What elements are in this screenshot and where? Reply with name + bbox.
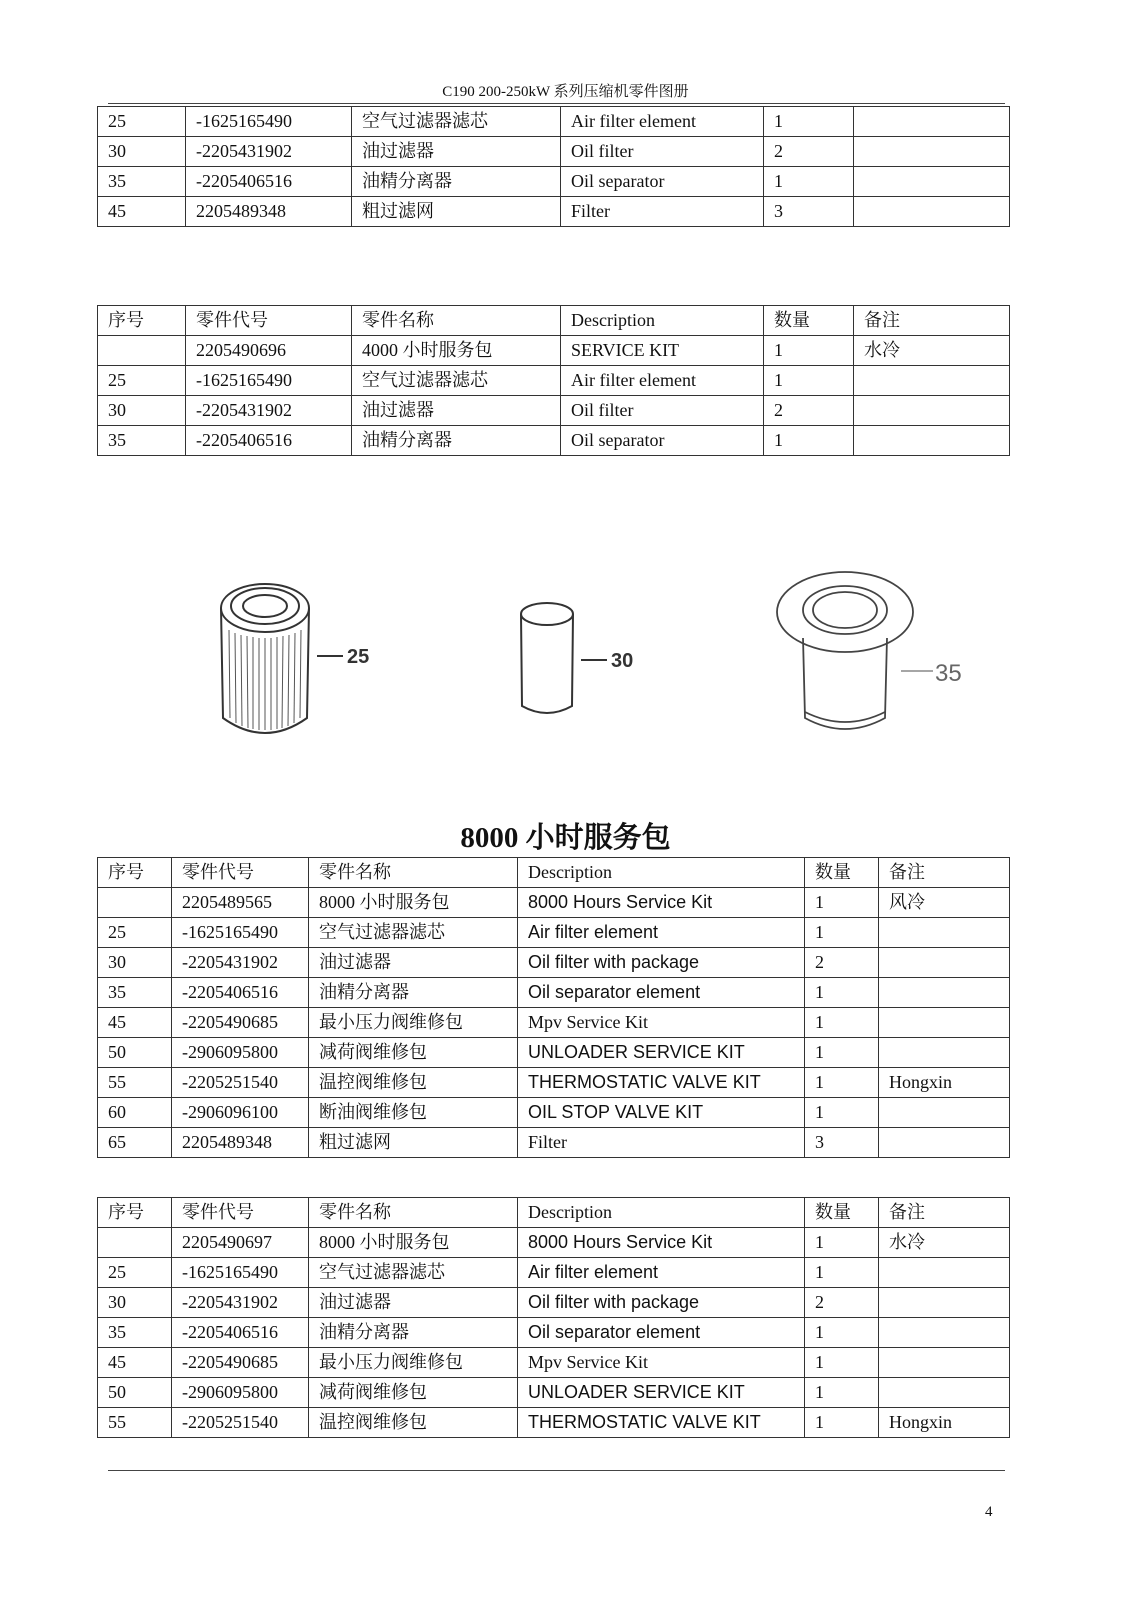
- column-header: 序号: [98, 1198, 172, 1228]
- table-cell: Air filter element: [561, 366, 764, 396]
- table-cell: [854, 396, 1010, 426]
- table-header-row: [98, 858, 1010, 888]
- table-cell: [879, 1128, 1010, 1158]
- table-cell: 45: [98, 1008, 172, 1038]
- table-cell: 1: [805, 1068, 879, 1098]
- table-header-row: [98, 306, 1010, 336]
- column-header: 备注: [879, 858, 1010, 888]
- table-cell: Oil separator: [561, 167, 764, 197]
- table-cell: -1625165490: [186, 366, 352, 396]
- table-header-row: [98, 1198, 1010, 1228]
- table-cell: Air filter element: [518, 918, 805, 948]
- table-cell: 空气过滤器滤芯: [309, 918, 518, 948]
- table-row: [98, 1038, 1010, 1068]
- air-filter-element-figure: [215, 578, 385, 738]
- table-cell: [854, 167, 1010, 197]
- table-cell: 减荷阀维修包: [309, 1378, 518, 1408]
- table-cell: THERMOSTATIC VALVE KIT: [518, 1408, 805, 1438]
- table-cell: 25: [98, 107, 186, 137]
- table-cell: 断油阀维修包: [309, 1098, 518, 1128]
- section-title-8000: 8000 小时服务包: [460, 822, 671, 854]
- table-cell: [879, 1098, 1010, 1128]
- table-cell: 30: [98, 137, 186, 167]
- parts-table-top: [97, 106, 1010, 227]
- table-cell: 2205489348: [186, 197, 352, 227]
- table-cell: 8000 Hours Service Kit: [518, 1228, 805, 1258]
- table-cell: -2205490685: [172, 1008, 309, 1038]
- table-cell: [98, 1228, 172, 1258]
- table-cell: 油过滤器: [352, 137, 561, 167]
- table-cell: 空气过滤器滤芯: [352, 366, 561, 396]
- table-cell: 油过滤器: [309, 948, 518, 978]
- table-cell: 1: [764, 167, 854, 197]
- column-header: 数量: [805, 1198, 879, 1228]
- column-header: 零件名称: [352, 306, 561, 336]
- table-cell: 1: [805, 1258, 879, 1288]
- table-cell: 1: [805, 1038, 879, 1068]
- table-cell: 1: [805, 1348, 879, 1378]
- table-cell: [879, 1288, 1010, 1318]
- table-row: [98, 888, 1010, 918]
- table-cell: 最小压力阀维修包: [309, 1348, 518, 1378]
- table-cell: 风冷: [879, 888, 1010, 918]
- table-cell: [879, 978, 1010, 1008]
- table-cell: 35: [98, 426, 186, 456]
- column-header: 零件名称: [309, 1198, 518, 1228]
- parts-table-4000-water: [97, 305, 1010, 456]
- table-cell: -2205406516: [172, 978, 309, 1008]
- table-cell: -2205431902: [186, 137, 352, 167]
- table-row: [98, 1408, 1010, 1438]
- table-cell: [879, 1038, 1010, 1068]
- table-cell: [854, 137, 1010, 167]
- table-cell: 45: [98, 197, 186, 227]
- table-cell: 25: [98, 1258, 172, 1288]
- table-cell: -1625165490: [186, 107, 352, 137]
- table-cell: -1625165490: [172, 1258, 309, 1288]
- column-header: Description: [561, 306, 764, 336]
- page-number: 4: [985, 1504, 993, 1520]
- callout-25: 25: [347, 646, 370, 668]
- table-cell: 1: [805, 1318, 879, 1348]
- table-cell: Filter: [561, 197, 764, 227]
- table-cell: [98, 888, 172, 918]
- table-cell: 35: [98, 167, 186, 197]
- table-cell: 35: [98, 1318, 172, 1348]
- table-cell: 温控阀维修包: [309, 1068, 518, 1098]
- table-cell: 1: [805, 1378, 879, 1408]
- table-cell: [879, 948, 1010, 978]
- column-header: 序号: [98, 858, 172, 888]
- table-cell: -2205406516: [172, 1318, 309, 1348]
- table-cell: 1: [764, 366, 854, 396]
- table-cell: Oil filter: [561, 396, 764, 426]
- column-header: 数量: [764, 306, 854, 336]
- parts-table-8000-air: [97, 857, 1010, 1158]
- table-cell: -2205431902: [186, 396, 352, 426]
- table-cell: 1: [764, 107, 854, 137]
- table-cell: 油精分离器: [352, 167, 561, 197]
- table-row: [98, 948, 1010, 978]
- column-header: 零件代号: [172, 1198, 309, 1228]
- table-cell: -2906095800: [172, 1038, 309, 1068]
- table-cell: 2: [764, 396, 854, 426]
- table-cell: Hongxin: [879, 1068, 1010, 1098]
- table-cell: 2205489565: [172, 888, 309, 918]
- table-cell: 35: [98, 978, 172, 1008]
- table-cell: Air filter element: [561, 107, 764, 137]
- table-cell: 25: [98, 918, 172, 948]
- table-cell: Mpv Service Kit: [518, 1348, 805, 1378]
- column-header: 备注: [854, 306, 1010, 336]
- oil-separator-figure: [775, 568, 975, 743]
- table-row: [98, 1348, 1010, 1378]
- table-cell: [879, 1318, 1010, 1348]
- table-cell: -2205251540: [172, 1068, 309, 1098]
- table-cell: UNLOADER SERVICE KIT: [518, 1038, 805, 1068]
- table-cell: Oil separator element: [518, 978, 805, 1008]
- table-cell: 3: [805, 1128, 879, 1158]
- table-cell: 3: [764, 197, 854, 227]
- table-cell: [879, 1378, 1010, 1408]
- table-row: [98, 167, 1010, 197]
- table-cell: [854, 426, 1010, 456]
- column-header: 零件代号: [172, 858, 309, 888]
- table-row: [98, 197, 1010, 227]
- table-cell: [879, 1348, 1010, 1378]
- table-cell: 1: [805, 1228, 879, 1258]
- table-row: [98, 1008, 1010, 1038]
- table-cell: -2205406516: [186, 426, 352, 456]
- table-cell: 减荷阀维修包: [309, 1038, 518, 1068]
- table-cell: 1: [805, 1008, 879, 1038]
- table-cell: -2205251540: [172, 1408, 309, 1438]
- table-cell: 1: [805, 888, 879, 918]
- table-cell: Mpv Service Kit: [518, 1008, 805, 1038]
- footer-rule: [108, 1470, 1005, 1471]
- table-cell: -2205431902: [172, 948, 309, 978]
- table-cell: Oil separator: [561, 426, 764, 456]
- table-cell: 2: [764, 137, 854, 167]
- header-rule: [108, 103, 1005, 104]
- table-cell: UNLOADER SERVICE KIT: [518, 1378, 805, 1408]
- column-header: 零件名称: [309, 858, 518, 888]
- table-cell: 水冷: [854, 336, 1010, 366]
- table-cell: Oil filter with package: [518, 1288, 805, 1318]
- table-cell: [879, 1008, 1010, 1038]
- table-cell: Air filter element: [518, 1258, 805, 1288]
- table-row: [98, 336, 1010, 366]
- table-row: [98, 426, 1010, 456]
- table-cell: Oil separator element: [518, 1318, 805, 1348]
- table-row: [98, 1258, 1010, 1288]
- column-header: 序号: [98, 306, 186, 336]
- table-cell: -2205406516: [186, 167, 352, 197]
- table-cell: THERMOSTATIC VALVE KIT: [518, 1068, 805, 1098]
- oil-filter-figure: [515, 598, 655, 728]
- table-cell: 2205490697: [172, 1228, 309, 1258]
- table-row: [98, 1228, 1010, 1258]
- table-cell: Oil filter with package: [518, 948, 805, 978]
- table-cell: -1625165490: [172, 918, 309, 948]
- table-cell: 1: [805, 1098, 879, 1128]
- table-cell: 60: [98, 1098, 172, 1128]
- table-cell: 油过滤器: [352, 396, 561, 426]
- table-cell: 55: [98, 1408, 172, 1438]
- table-row: [98, 1288, 1010, 1318]
- table-cell: 2205490696: [186, 336, 352, 366]
- column-header: 零件代号: [186, 306, 352, 336]
- table-cell: Hongxin: [879, 1408, 1010, 1438]
- callout-35: 35: [935, 660, 962, 687]
- table-row: [98, 1378, 1010, 1408]
- table-row: [98, 978, 1010, 1008]
- table-cell: -2906095800: [172, 1378, 309, 1408]
- table-cell: Filter: [518, 1128, 805, 1158]
- table-cell: 空气过滤器滤芯: [352, 107, 561, 137]
- table-cell: -2205490685: [172, 1348, 309, 1378]
- table-cell: 25: [98, 366, 186, 396]
- callout-30: 30: [611, 650, 634, 672]
- table-row: [98, 1068, 1010, 1098]
- table-cell: 50: [98, 1038, 172, 1068]
- table-cell: 1: [764, 426, 854, 456]
- table-cell: 最小压力阀维修包: [309, 1008, 518, 1038]
- table-cell: 8000 小时服务包: [309, 888, 518, 918]
- table-cell: 30: [98, 948, 172, 978]
- column-header: Description: [518, 858, 805, 888]
- table-cell: OIL STOP VALVE KIT: [518, 1098, 805, 1128]
- column-header: 数量: [805, 858, 879, 888]
- table-cell: Oil filter: [561, 137, 764, 167]
- table-cell: -2906096100: [172, 1098, 309, 1128]
- table-cell: 4000 小时服务包: [352, 336, 561, 366]
- table-cell: 油过滤器: [309, 1288, 518, 1318]
- table-cell: 30: [98, 396, 186, 426]
- table-cell: [879, 918, 1010, 948]
- table-cell: 65: [98, 1128, 172, 1158]
- table-cell: 2: [805, 948, 879, 978]
- table-row: [98, 366, 1010, 396]
- table-cell: 温控阀维修包: [309, 1408, 518, 1438]
- page-header: C190 200-250kW 系列压缩机零件图册: [442, 84, 689, 100]
- table-cell: 粗过滤网: [352, 197, 561, 227]
- table-cell: 2: [805, 1288, 879, 1318]
- parts-table-8000-water: [97, 1197, 1010, 1438]
- table-row: [98, 137, 1010, 167]
- table-row: [98, 1128, 1010, 1158]
- table-cell: [854, 107, 1010, 137]
- table-cell: 8000 小时服务包: [309, 1228, 518, 1258]
- column-header: Description: [518, 1198, 805, 1228]
- table-cell: 油精分离器: [309, 978, 518, 1008]
- table-row: [98, 1318, 1010, 1348]
- table-cell: 2205489348: [172, 1128, 309, 1158]
- table-cell: 油精分离器: [352, 426, 561, 456]
- table-cell: 空气过滤器滤芯: [309, 1258, 518, 1288]
- table-cell: 水冷: [879, 1228, 1010, 1258]
- table-cell: 1: [805, 918, 879, 948]
- table-cell: 30: [98, 1288, 172, 1318]
- table-row: [98, 107, 1010, 137]
- table-cell: -2205431902: [172, 1288, 309, 1318]
- table-cell: [98, 336, 186, 366]
- table-cell: 55: [98, 1068, 172, 1098]
- table-cell: 1: [764, 336, 854, 366]
- table-cell: 1: [805, 1408, 879, 1438]
- table-cell: [879, 1258, 1010, 1288]
- table-cell: 油精分离器: [309, 1318, 518, 1348]
- table-row: [98, 396, 1010, 426]
- table-cell: 8000 Hours Service Kit: [518, 888, 805, 918]
- table-cell: [854, 197, 1010, 227]
- table-cell: [854, 366, 1010, 396]
- table-row: [98, 918, 1010, 948]
- table-cell: 45: [98, 1348, 172, 1378]
- table-row: [98, 1098, 1010, 1128]
- column-header: 备注: [879, 1198, 1010, 1228]
- table-cell: 粗过滤网: [309, 1128, 518, 1158]
- table-cell: 50: [98, 1378, 172, 1408]
- table-cell: SERVICE KIT: [561, 336, 764, 366]
- table-cell: 1: [805, 978, 879, 1008]
